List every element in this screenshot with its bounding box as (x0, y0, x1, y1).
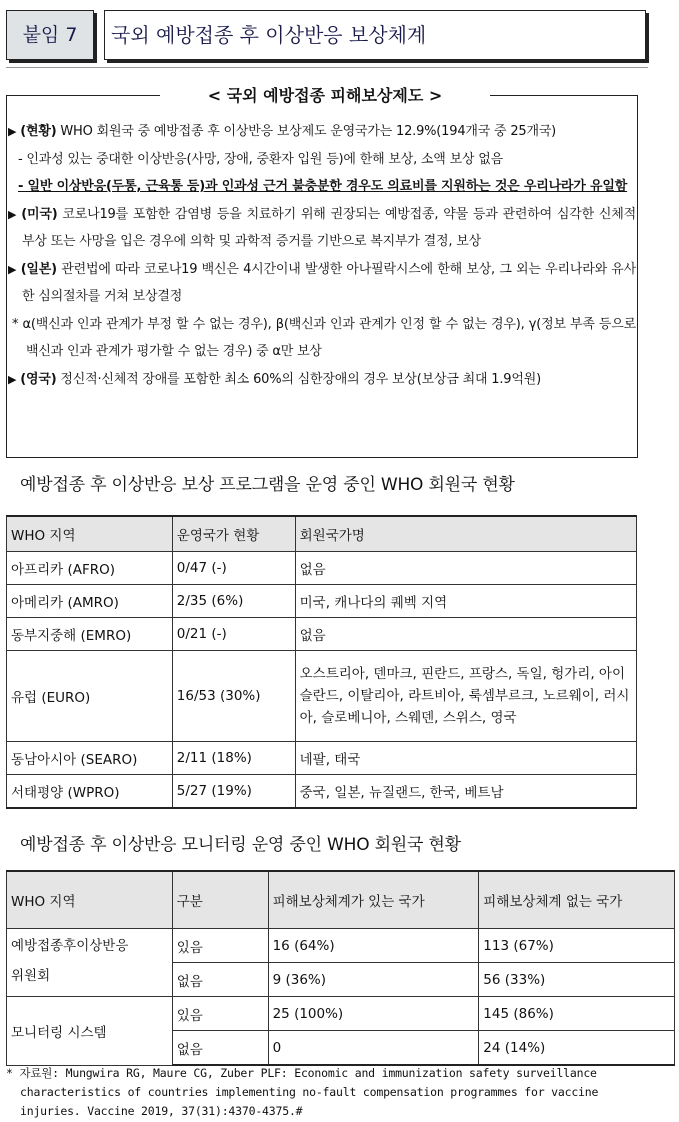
column-header: 운영국가 현황 (172, 516, 295, 552)
source-footnote (6, 1064, 666, 1121)
table-cell: 0/47 (-) (172, 552, 295, 585)
table-cell: 0/21 (-) (172, 618, 295, 651)
table-cell: 9 (36%) (268, 963, 479, 997)
summary-japan-note: * α(백신과 인과 관계가 부정 할 수 없는 경우), β(백신과 인과 관계가 인정 할 수 없는 경우), γ(정보 부족 등으로 백신과 인과 관계가 평가할 수 없는 경우) 중 α만 보상 (12, 316, 636, 359)
table-row (7, 552, 637, 585)
table-cell: 2/11 (18%) (172, 742, 295, 775)
table-cell: 16/53 (30%) (172, 651, 295, 742)
summary-current-text: WHO 회원국 중 예방접종 후 이상반응 보상제도 운영국가는 12.9%(194개국 중 25개국) (60, 124, 557, 139)
table-cell: 서태평양 (WPRO) (7, 775, 173, 809)
summary-body (8, 118, 636, 393)
summary-current-sub2-text: - 일반 이상반응(두통, 근육통 등)과 인과성 근거 불충분한 경우도 의료비를 지원하는 것은 우리나라가 유일함 (18, 179, 628, 194)
summary-uk-text: 정신적·신체적 장애를 포함한 최소 60%의 심한장애의 경우 보상(보상금 최대 1.9억원) (60, 371, 541, 387)
summary-title: < 국외 예방접종 피해보상제도 > (160, 84, 490, 108)
table-cell: 없음 (295, 552, 636, 585)
table1-title: 예방접종 후 이상반응 보상 프로그램을 운영 중인 WHO 회원국 현황 (20, 475, 515, 495)
appendix-tag: 붙임 7 (6, 10, 94, 60)
triangle-bullet-icon: ▶ (8, 372, 17, 386)
table-cell: 없음 (295, 618, 636, 651)
page-title: 국외 예방접종 후 이상반응 보상체계 (104, 10, 646, 60)
footnote-line1: * 자료원: Mungwira RG, Maure CG, Zuber PLF: Economic and immunization safety surveillance (6, 1066, 597, 1080)
table-cell: 5/27 (19%) (172, 775, 295, 809)
table-header-row (7, 871, 675, 929)
table-row (7, 929, 675, 963)
summary-current-head: (현황) (20, 124, 57, 139)
summary-current (8, 118, 636, 146)
table-row (7, 742, 637, 775)
region-label-line1: 예방접종후이상반응 (11, 938, 129, 954)
table2-title: 예방접종 후 이상반응 모니터링 운영 중인 WHO 회원국 현황 (20, 835, 461, 855)
column-header: WHO 지역 (7, 516, 173, 552)
triangle-bullet-icon: ▶ (8, 125, 17, 138)
table-cell: 16 (64%) (268, 929, 479, 963)
table-cell: 있음 (172, 997, 268, 1031)
summary-uk (8, 366, 636, 394)
compensation-program-table (6, 515, 637, 809)
table-cell: 중국, 일본, 뉴질랜드, 한국, 베트남 (295, 775, 636, 809)
footnote-line3: injuries. Vaccine 2019, 37(31):4370-4375.# (20, 1104, 303, 1118)
table-cell: 오스트리아, 덴마크, 핀란드, 프랑스, 독일, 헝가리, 아이슬란드, 이탈리아, 라트비아, 룩셈부르크, 노르웨이, 러시아, 슬로베니아, 스웨덴, 스위스, 영국 (295, 651, 636, 742)
column-header: WHO 지역 (7, 871, 173, 929)
triangle-bullet-icon: ▶ (8, 262, 17, 276)
region-label-line2: 위원회 (11, 968, 51, 984)
table-cell: 미국, 캐나다의 퀘벡 지역 (295, 585, 636, 618)
summary-usa (8, 201, 636, 256)
column-header: 피해보상체계가 있는 국가 (268, 871, 479, 929)
table-cell: 아프리카 (AFRO) (7, 552, 173, 585)
table-cell: 24 (14%) (479, 1031, 675, 1066)
table-cell: 56 (33%) (479, 963, 675, 997)
summary-usa-head: (미국) (21, 206, 58, 222)
summary-uk-head: (영국) (20, 371, 57, 387)
summary-japan (8, 256, 636, 311)
header-divider (6, 67, 648, 68)
table-cell: 25 (100%) (268, 997, 479, 1031)
table-row (7, 775, 637, 809)
column-header: 회원국가명 (295, 516, 636, 552)
table-cell: 있음 (172, 929, 268, 963)
triangle-bullet-icon: ▶ (8, 207, 18, 221)
table-cell: 145 (86%) (479, 997, 675, 1031)
table-cell: 동부지중해 (EMRO) (7, 618, 173, 651)
column-header: 구분 (172, 871, 268, 929)
table-cell: 2/35 (6%) (172, 585, 295, 618)
table-cell-region: 모니터링 시스템 (7, 997, 173, 1066)
summary-current-sub2 (8, 173, 636, 201)
table-row (7, 997, 675, 1031)
table-cell-region (7, 929, 173, 997)
table-cell: 유럽 (EURO) (7, 651, 173, 742)
summary-japan-head: (일본) (20, 261, 57, 277)
footnote-line2: characteristics of countries implementing no-fault compensation programmes for vaccine (20, 1085, 599, 1099)
summary-japan-text: 관련법에 따라 코로나19 백신은 4시간이내 발생한 아나필락시스에 한해 보상, 그 외는 우리나라와 유사한 심의절차를 거쳐 보상결정 (22, 261, 636, 304)
column-header: 피해보상체계 없는 국가 (479, 871, 675, 929)
summary-current-sub1: - 인과성 있는 중대한 이상반응(사망, 장애, 중환자 입원 등)에 한해 보상, 소액 보상 없음 (18, 151, 503, 167)
table-header-row (7, 516, 637, 552)
table-cell: 0 (268, 1031, 479, 1066)
table-row (7, 618, 637, 651)
table-cell: 동남아시아 (SEARO) (7, 742, 173, 775)
table-cell: 없음 (172, 963, 268, 997)
monitoring-table (6, 870, 675, 1066)
table-cell: 없음 (172, 1031, 268, 1066)
summary-usa-text: 코로나19를 포함한 감염병 등을 치료하기 위해 권장되는 예방접종, 약물 등과 관련하여 심각한 신체적 부상 또는 사망을 입은 경우에 의학 및 과학적 증거를 기반으로 복지부가 결정, 보상 (22, 206, 636, 249)
table-row (7, 585, 637, 618)
table-row (7, 651, 637, 742)
table-cell: 네팔, 태국 (295, 742, 636, 775)
table-cell: 아메리카 (AMRO) (7, 585, 173, 618)
table-cell: 113 (67%) (479, 929, 675, 963)
